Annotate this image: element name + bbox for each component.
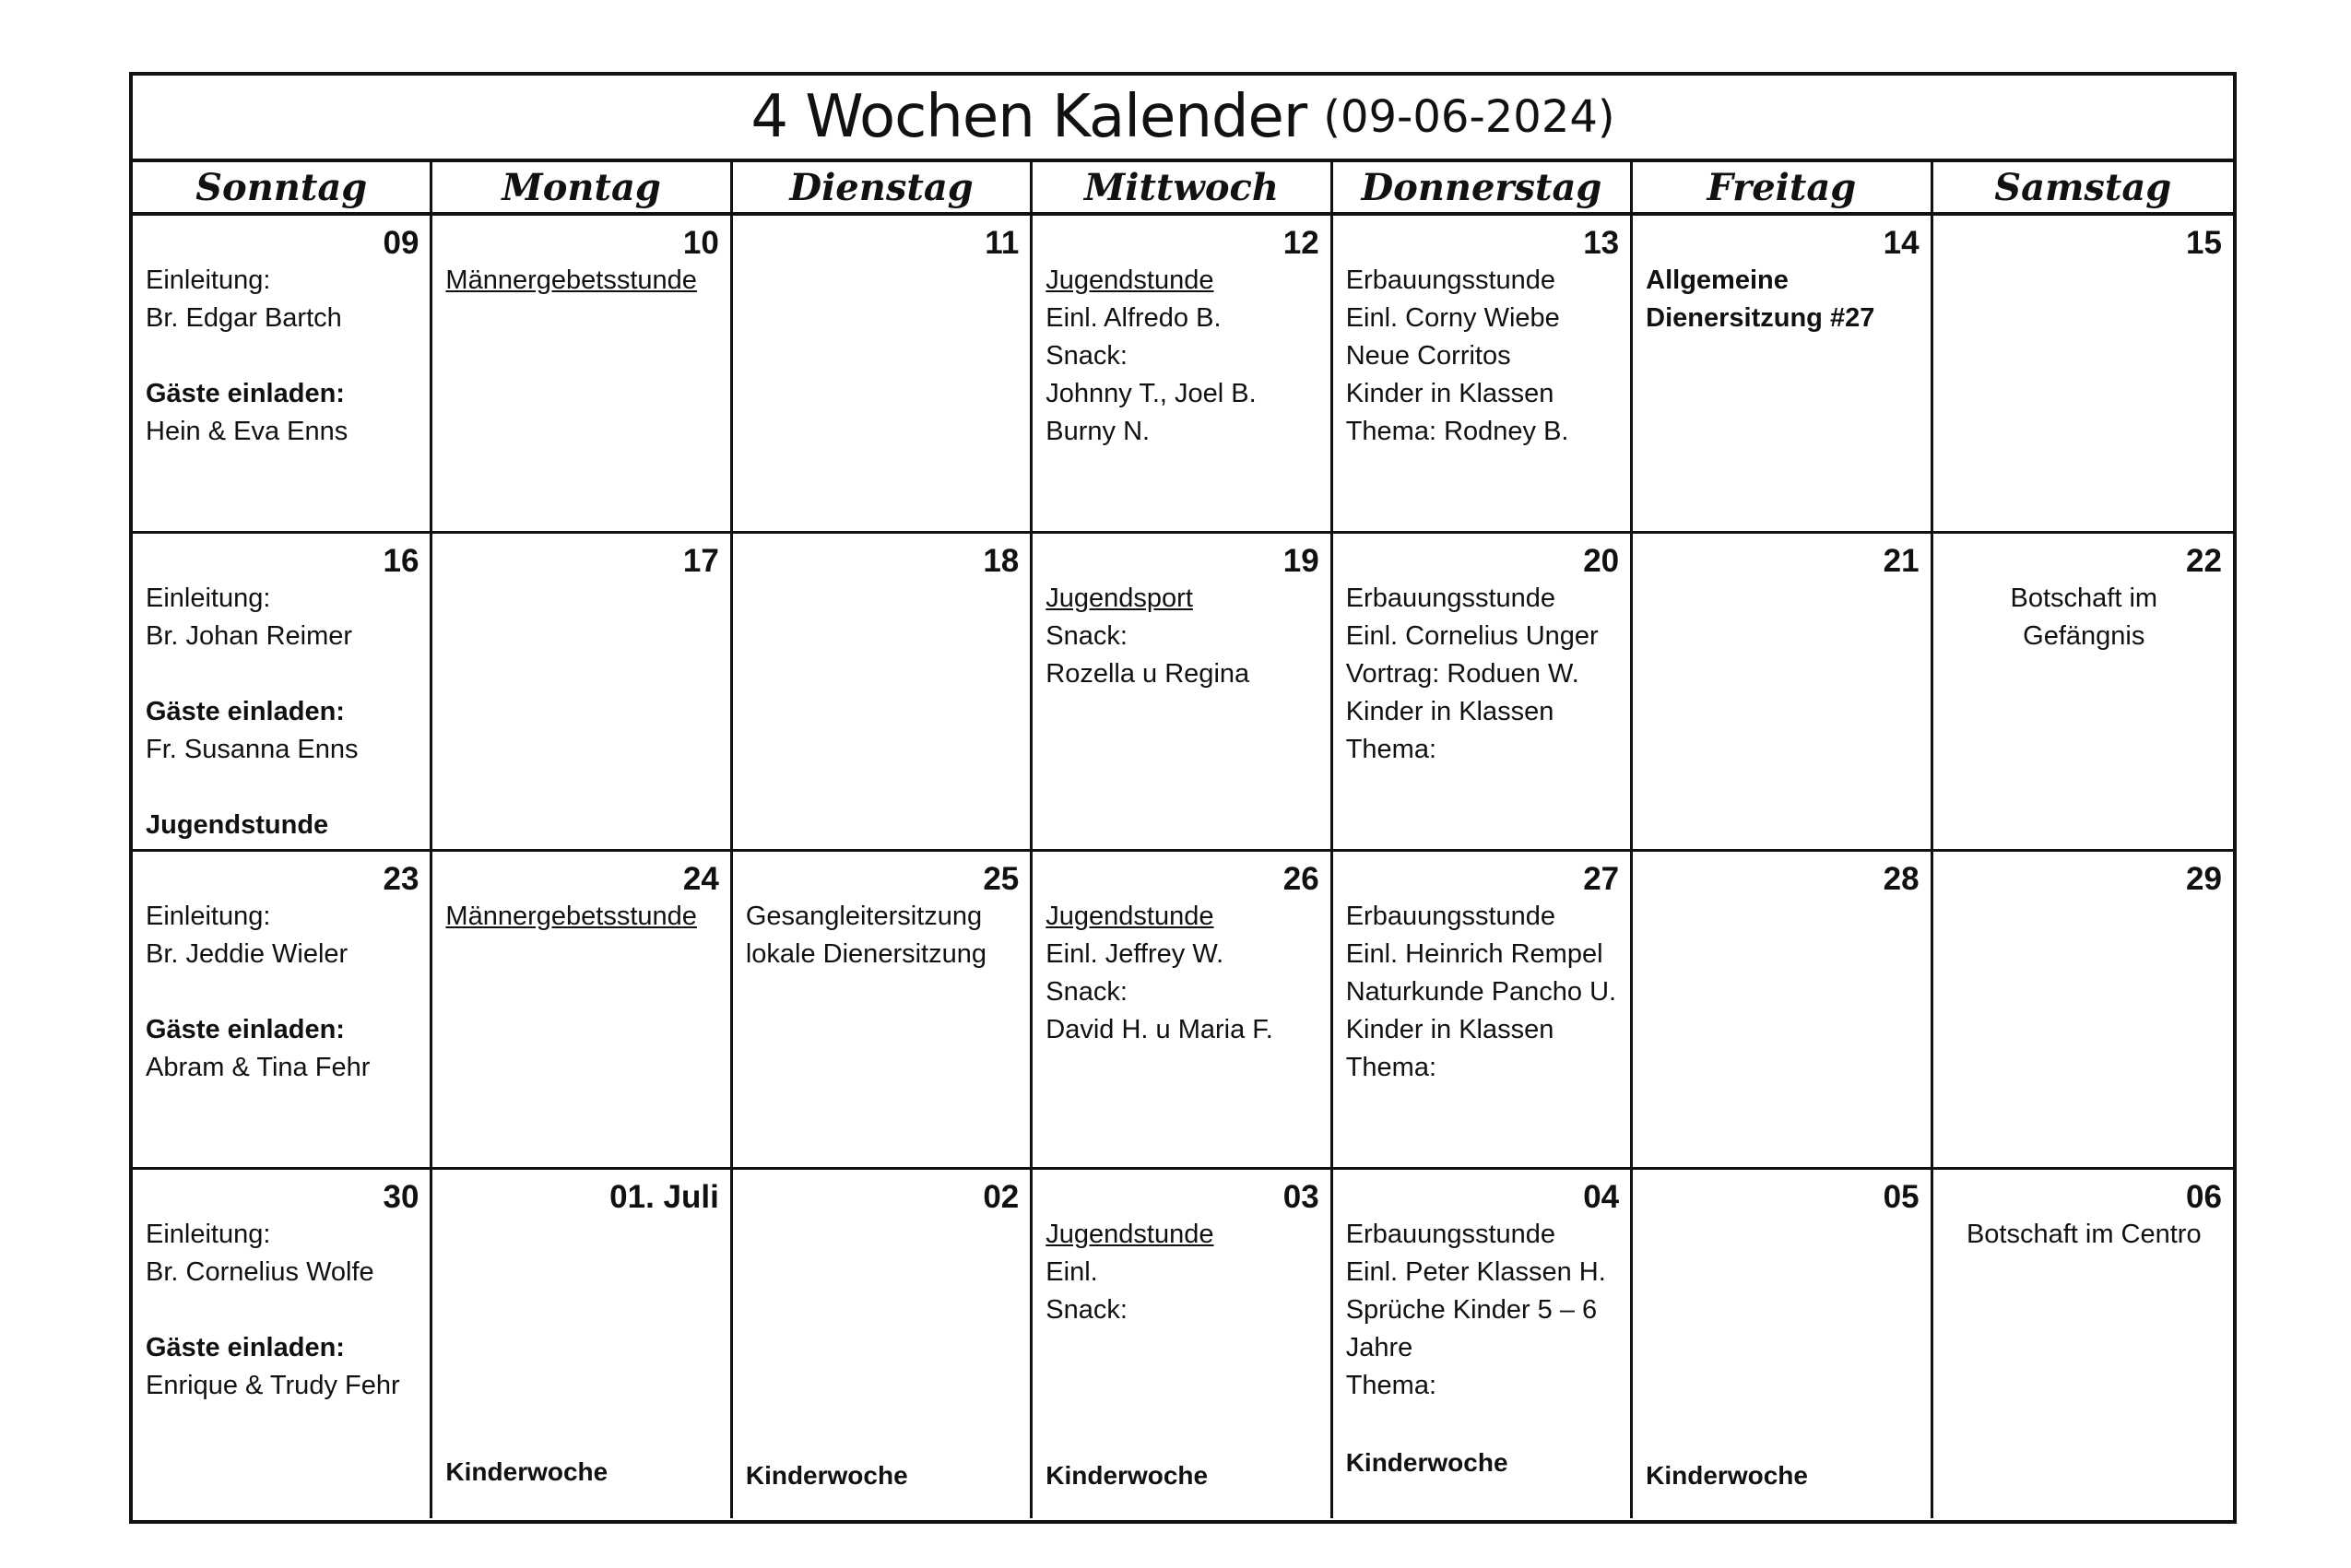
day-number: 06 [2186, 1179, 2222, 1215]
day-number: 12 [1282, 225, 1319, 261]
event-line: Br. Edgar Bartch [146, 303, 342, 333]
day-number: 24 [682, 861, 719, 897]
weekday-header: Samstag [1933, 162, 2233, 216]
day-number: 22 [2186, 543, 2222, 579]
day-number: 13 [1583, 225, 1620, 261]
event-line: Sprüche Kinder 5 – 6 [1345, 1295, 1598, 1325]
event-line: Enrique & Trudy Fehr [146, 1371, 400, 1400]
day-cell [1933, 1170, 2233, 1518]
spacer [146, 1291, 419, 1329]
calendar-grid [133, 162, 2233, 1518]
weekday-header: Donnerstag [1333, 162, 1633, 216]
day-number: 17 [682, 543, 719, 579]
event-footer: Kinderwoche [445, 1457, 608, 1486]
event-line: Br. Jeddie Wieler [146, 939, 349, 969]
day-cell [133, 216, 432, 534]
day-cell [1633, 534, 1932, 852]
event-line: Erbauungsstunde [1345, 902, 1556, 931]
calendar-title [133, 76, 2233, 162]
event-line: Kinder in Klassen [1345, 1015, 1554, 1044]
day-cell [1033, 216, 1332, 534]
day-number: 26 [1282, 861, 1319, 897]
event-line: Hein & Eva Enns [146, 417, 349, 446]
event-line: lokale Dienersitzung [745, 939, 986, 969]
event-line: Gäste einladen: [146, 697, 345, 726]
event-line: Botschaft im Centro [1966, 1220, 2202, 1249]
event-line: Jugendstunde [1046, 1220, 1214, 1249]
day-cell [432, 534, 732, 852]
day-number: 19 [1282, 543, 1319, 579]
event-footer: Kinderwoche [1646, 1461, 1808, 1490]
weekday-header: Dienstag [733, 162, 1033, 216]
event-footer: Kinderwoche [745, 1461, 908, 1490]
event-line: Einleitung: [146, 1220, 271, 1249]
weekday-header: Sonntag [133, 162, 432, 216]
event-line: Burny N. [1046, 417, 1151, 446]
event-line: Jugendstunde [1046, 902, 1214, 931]
day-number: 27 [1583, 861, 1620, 897]
event-line: Rozella u Regina [1046, 659, 1250, 689]
event-line: Kinder in Klassen [1345, 379, 1554, 408]
day-cell [1033, 534, 1332, 852]
event-line: Einleitung: [146, 584, 271, 613]
day-cell [432, 852, 732, 1170]
day-number: 15 [2186, 225, 2222, 261]
event-line: Einl. Heinrich Rempel [1345, 939, 1603, 969]
event-line: Einl. Corny Wiebe [1345, 303, 1560, 333]
event-line: Erbauungsstunde [1345, 265, 1556, 295]
event-line: Snack: [1046, 977, 1128, 1007]
day-cell [733, 216, 1033, 534]
event-line: Dienersitzung #27 [1646, 303, 1875, 333]
day-number: 18 [983, 543, 1020, 579]
event-line: Einl. Jeffrey W. [1046, 939, 1224, 969]
weekday-header: Mittwoch [1033, 162, 1332, 216]
day-number: 10 [682, 225, 719, 261]
event-line: Einleitung: [146, 265, 271, 295]
event-line: Gesangleitersitzung [745, 902, 983, 931]
event-line: Jahre [1345, 1333, 1413, 1362]
day-number: 30 [383, 1179, 419, 1215]
event-line: Jugendsport [1046, 584, 1193, 613]
day-cell [1933, 534, 2233, 852]
day-cell [733, 852, 1033, 1170]
event-footer: Kinderwoche [1046, 1461, 1209, 1490]
day-number: 14 [1883, 225, 1920, 261]
event-line: Thema: [1345, 1371, 1437, 1400]
event-line: Einl. Alfredo B. [1046, 303, 1222, 333]
day-cell [1933, 216, 2233, 534]
day-cell [133, 852, 432, 1170]
day-cell [733, 534, 1033, 852]
event-line: Männergebetsstunde [445, 265, 697, 295]
day-cell [1333, 1170, 1633, 1518]
day-number: 23 [383, 861, 419, 897]
event-line: Gäste einladen: [146, 1333, 345, 1362]
event-line: Einl. [1046, 1257, 1098, 1287]
event-line: Neue Corritos [1345, 341, 1511, 371]
day-cell [432, 1170, 732, 1518]
spacer [146, 769, 419, 807]
event-line: Allgemeine [1646, 265, 1789, 295]
event-line: Johnny T., Joel B. [1046, 379, 1257, 408]
day-number: 11 [985, 225, 1020, 261]
event-line: Naturkunde Pancho U. [1345, 977, 1617, 1007]
day-number: 20 [1583, 543, 1620, 579]
day-cell [1633, 216, 1932, 534]
calendar [129, 72, 2237, 1524]
event-footer: Kinderwoche [1345, 1448, 1508, 1477]
title-date: (09-06-2024) [1323, 91, 1615, 143]
day-cell [1333, 216, 1633, 534]
day-number: 21 [1883, 543, 1920, 579]
event-line: Gäste einladen: [146, 379, 345, 408]
event-line: Abram & Tina Fehr [146, 1053, 371, 1082]
event-line: Erbauungsstunde [1345, 1220, 1556, 1249]
spacer [146, 655, 419, 693]
event-line: Einleitung: [146, 902, 271, 931]
event-line: Thema: [1345, 1053, 1437, 1082]
weekday-header: Freitag [1633, 162, 1932, 216]
day-cell [1333, 534, 1633, 852]
event-line: Einl. Cornelius Unger [1345, 621, 1599, 651]
day-cell [1633, 852, 1932, 1170]
event-line: Kinder in Klassen [1345, 697, 1554, 726]
day-cell [1933, 852, 2233, 1170]
day-number: 02 [983, 1179, 1020, 1215]
event-line: Gäste einladen: [146, 1015, 345, 1044]
event-line: Snack: [1046, 1295, 1128, 1325]
event-line: Vortrag: Roduen W. [1345, 659, 1579, 689]
event-line: Snack: [1046, 621, 1128, 651]
day-number: 05 [1883, 1179, 1920, 1215]
day-cell [1033, 1170, 1332, 1518]
day-cell [1333, 852, 1633, 1170]
day-cell [1033, 852, 1332, 1170]
day-number: 25 [983, 861, 1020, 897]
weekday-header: Montag [432, 162, 732, 216]
day-cell [1633, 1170, 1932, 1518]
day-cell [133, 534, 432, 852]
day-number: 28 [1883, 861, 1920, 897]
event-line: Jugendstunde [1046, 265, 1214, 295]
event-line: David H. u Maria F. [1046, 1015, 1273, 1044]
event-line: Br. Cornelius Wolfe [146, 1257, 374, 1287]
day-number: 01. Juli [609, 1179, 719, 1215]
day-number: 16 [383, 543, 419, 579]
event-line: Thema: Rodney B. [1345, 417, 1569, 446]
day-number: 04 [1583, 1179, 1620, 1215]
event-line: Erbauungsstunde [1345, 584, 1556, 613]
day-cell [133, 1170, 432, 1518]
day-number: 03 [1282, 1179, 1319, 1215]
spacer [146, 337, 419, 375]
spacer [146, 973, 419, 1011]
event-line: Einl. Peter Klassen H. [1345, 1257, 1606, 1287]
day-number: 29 [2186, 861, 2222, 897]
day-cell [432, 216, 732, 534]
event-line: Thema: [1345, 735, 1437, 764]
event-line: Fr. Susanna Enns [146, 735, 359, 764]
event-line: Jugendstunde [146, 810, 329, 840]
day-number: 09 [383, 225, 419, 261]
event-line: Botschaft im Gefängnis [2010, 584, 2158, 651]
event-line: Snack: [1046, 341, 1128, 371]
event-line: Männergebetsstunde [445, 902, 697, 931]
day-cell [733, 1170, 1033, 1518]
title-main: 4 Wochen Kalender [750, 83, 1307, 151]
event-line: Br. Johan Reimer [146, 621, 353, 651]
